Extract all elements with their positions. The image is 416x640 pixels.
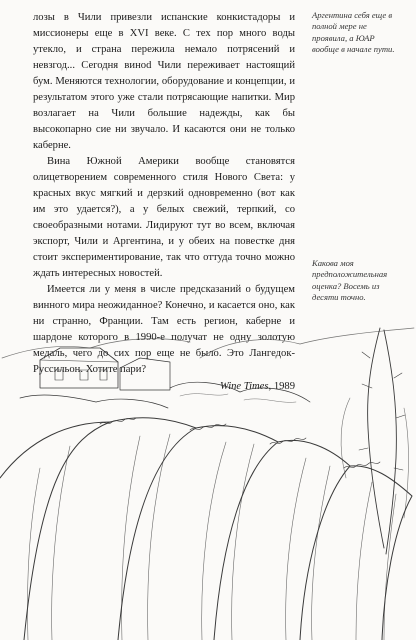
source-publication: Wine Times [219,381,269,392]
margin-note: Аргентина себя еще в полной мере не проявила, а ЮАР вообще в начале пути. [312,10,395,55]
margin-note: Какова моя предположительная оценка? Восемь из десяти точно. [312,258,388,303]
body-paragraph: Вина Южной Америки вообще становятся олицетворением современного стиля Нового Света: у красных вкус мягкий и дерзкий одновременно (вот как им это удается?), а у белых свежий, терпкий, со своеобразными нотами. Лидируют тут во всем, включая экспорт, Чили и Аргентина, и у обеих на повестке дня стоит экспериментирование, так что оттуда точно можно ждать интересных новостей. [33,156,295,279]
body-paragraph: лозы в Чили привезли испанские конкистадоры и миссионеры еще в XVI веке. С тех пор много воды утекло, и страна пережила немало потрясений и невзгод... Сегодня винod Чили переживает настоящий бум. Меняются технологии, оборудование и концепции, и результатом этого уже стали потрясающие напитки. Мир возлагает на Чили большие надежды, как бы высокопарно сие ни звучало. И касаются они не только каберне. [33,12,295,151]
body-paragraph: Имеется ли у меня в числе предсказаний о будущем винного мира неожиданное? Конечно, и касается оно, как ни странно, Франции. Там есть регион, каберне и шардоне которого в 1990-е получат не одну золотую медаль, чего до сих пор еще не было. Это Лангедок-Руссильон. Хотите пари? [33,284,295,375]
vineyard-sketch-illustration [0,318,416,640]
source-year: , 1989 [268,381,295,392]
